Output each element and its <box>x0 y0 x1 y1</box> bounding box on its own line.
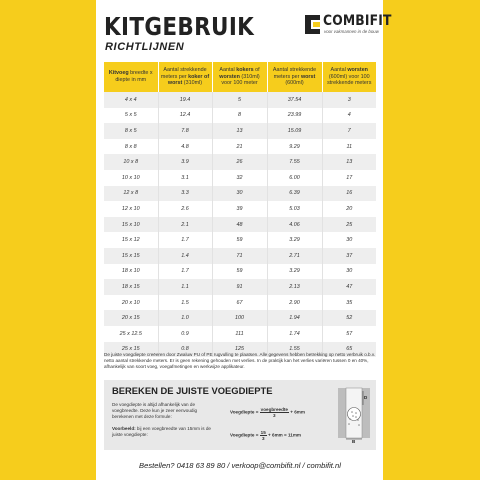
table-row <box>104 201 376 217</box>
table-cell: 1.4 <box>158 248 212 264</box>
table-header-1 <box>104 62 158 92</box>
table-cell: 15.09 <box>267 123 322 139</box>
table-cell: 37.54 <box>267 92 322 108</box>
table-cell: 47 <box>322 279 376 295</box>
brand-tagline: voor vakmannen in de bouw <box>324 29 379 34</box>
header-text: Aantal <box>330 67 348 74</box>
table-header-5 <box>322 62 376 92</box>
table-cell: 5 x 5 <box>104 108 158 124</box>
header-text: Aantal strekkende meters per <box>272 67 317 80</box>
table-cell: 3.29 <box>267 232 322 248</box>
table-cell: 21 <box>212 139 267 155</box>
example-label: Voorbeeld: <box>112 426 136 431</box>
example-numerator: 15 <box>260 430 266 435</box>
table-cell: 8 x 5 <box>104 123 158 139</box>
table-row <box>104 295 376 311</box>
table-cell: 6.00 <box>267 170 322 186</box>
table-cell: 30 <box>322 232 376 248</box>
table-cell: 20 <box>322 201 376 217</box>
table-cell: 1.7 <box>158 264 212 280</box>
table-row <box>104 186 376 202</box>
table-row <box>104 123 376 139</box>
table-cell: 52 <box>322 310 376 326</box>
table-cell: 30 <box>212 186 267 202</box>
table-header-row <box>104 62 376 92</box>
table-cell: 8 x 8 <box>104 139 158 155</box>
table-cell: 67 <box>212 295 267 311</box>
header-text: worst <box>300 73 316 80</box>
table-cell: 26 <box>212 154 267 170</box>
table-row <box>104 248 376 264</box>
table-cell: 1.55 <box>267 342 322 358</box>
table-cell: 125 <box>212 342 267 358</box>
table-cell: 18 x 10 <box>104 264 158 280</box>
formula-tail: + 6mm <box>288 409 305 415</box>
header-text: (310ml) voor 100 meter <box>221 73 260 87</box>
table-cell: 2.6 <box>158 201 212 217</box>
table-cell: 35 <box>322 295 376 311</box>
header-text: of <box>253 67 260 74</box>
table-cell: 4.8 <box>158 139 212 155</box>
table-cell: 7.8 <box>158 123 212 139</box>
example-fraction <box>260 430 267 441</box>
table-row <box>104 264 376 280</box>
brand-name: COMBIFIT <box>323 13 392 29</box>
table-row <box>104 170 376 186</box>
table-cell: 100 <box>212 310 267 326</box>
table-cell: 8 <box>212 108 267 124</box>
table-cell: 9.29 <box>267 139 322 155</box>
example-formula-tail: + 6mm = 11mm <box>266 432 302 438</box>
formula-numerator: voegbreedte <box>260 407 288 412</box>
table-cell: 59 <box>212 232 267 248</box>
table-cell: 91 <box>212 279 267 295</box>
calc-description <box>112 402 214 438</box>
table-row <box>104 279 376 295</box>
table-cell: 19.4 <box>158 92 212 108</box>
table-cell: 1.94 <box>267 310 322 326</box>
table-cell: 3.1 <box>158 170 212 186</box>
header-text: worsten <box>347 67 368 74</box>
table-cell: 5.03 <box>267 201 322 217</box>
table-cell: 4 x 4 <box>104 92 158 108</box>
page-title: KITGEBRUIK <box>104 12 255 41</box>
table-cell: 6.39 <box>267 186 322 202</box>
table-cell: 12.4 <box>158 108 212 124</box>
table-body <box>104 92 376 357</box>
table-cell: 32 <box>212 170 267 186</box>
formula-general <box>230 407 305 418</box>
header-text: worsten <box>219 73 240 80</box>
table-cell: 0.9 <box>158 326 212 342</box>
header-text: Aantal strekkende meters per <box>160 67 207 80</box>
footer-contact: Bestellen? 0418 63 89 80 / verkoop@combifit.nl / combifit.nl <box>139 461 341 470</box>
table-cell: 37 <box>322 248 376 264</box>
header-text: (600ml) voor 100 strekkende meters <box>327 73 372 87</box>
example-denominator: 3 <box>261 436 265 441</box>
header-text: (310ml) <box>182 80 203 87</box>
table-cell: 1.7 <box>158 232 212 248</box>
table-cell: 11 <box>322 139 376 155</box>
diagram-depth-label: D <box>364 395 368 400</box>
table-cell: 13 <box>212 123 267 139</box>
table-cell: 10 x 10 <box>104 170 158 186</box>
table-cell: 1.74 <box>267 326 322 342</box>
table-cell: 2.90 <box>267 295 322 311</box>
table-cell: 65 <box>322 342 376 358</box>
usage-note: De juiste voegdiepte creëeren door Zwaluw PU of PE rugvulling te plaatsen. Alle gegevens hebben betrekking op netto verbruik o.b.v. netto aantal strekkende meters. Er is geen rekening gehouden met verlies. In de praktijk kan het verlies variëren tussen 0 en 40%, afhankelijk van soort voeg, voegafmetingen en werkwijze applikateur. <box>104 352 376 369</box>
table-cell: 5 <box>212 92 267 108</box>
left-yellow-band <box>0 0 96 480</box>
table-cell: 30 <box>322 264 376 280</box>
table-header-4 <box>267 62 322 92</box>
table-cell: 2.13 <box>267 279 322 295</box>
table-cell: 2.1 <box>158 217 212 233</box>
combifit-logo-icon <box>305 15 320 34</box>
table-cell: 13 <box>322 154 376 170</box>
table-cell: 20 x 10 <box>104 295 158 311</box>
header-text: (600ml) <box>285 80 304 87</box>
header-text: Aantal <box>219 67 237 74</box>
table-cell: 57 <box>322 326 376 342</box>
formula-example <box>230 430 301 441</box>
header-text: Kitvoeg <box>108 70 129 77</box>
table-cell: 3.29 <box>267 264 322 280</box>
table-cell: 15 x 15 <box>104 248 158 264</box>
formula-denominator: 3 <box>273 413 276 418</box>
table-cell: 59 <box>212 264 267 280</box>
table-cell: 12 x 10 <box>104 201 158 217</box>
table-cell: 17 <box>322 170 376 186</box>
table-cell: 1.5 <box>158 295 212 311</box>
table-header-3 <box>212 62 267 92</box>
table-row <box>104 154 376 170</box>
table-cell: 7.55 <box>267 154 322 170</box>
header-text: koker of worst <box>167 73 210 87</box>
table-cell: 111 <box>212 326 267 342</box>
table-row <box>104 232 376 248</box>
page-subtitle: RICHTLIJNEN <box>105 41 185 53</box>
table-cell: 25 x 12.5 <box>104 326 158 342</box>
table-cell: 71 <box>212 248 267 264</box>
table-cell: 3.9 <box>158 154 212 170</box>
table-cell: 39 <box>212 201 267 217</box>
table-row <box>104 92 376 108</box>
table-cell: 3.3 <box>158 186 212 202</box>
table-cell: 48 <box>212 217 267 233</box>
table-header-2 <box>158 62 212 92</box>
table-cell: 15 x 10 <box>104 217 158 233</box>
table-row <box>104 217 376 233</box>
table-cell: 4.06 <box>267 217 322 233</box>
table-cell: 10 x 8 <box>104 154 158 170</box>
table-cell: 7 <box>322 123 376 139</box>
diagram-width-label: B <box>352 439 356 443</box>
formula-label: Voegdiepte = <box>230 409 260 415</box>
right-yellow-band <box>383 0 480 480</box>
table-cell: 25 x 15 <box>104 342 158 358</box>
table-cell: 1.1 <box>158 279 212 295</box>
table-cell: 0.8 <box>158 342 212 358</box>
joint-diagram-icon <box>337 387 371 443</box>
table-row <box>104 139 376 155</box>
table-cell: 12 x 8 <box>104 186 158 202</box>
table-cell: 20 x 15 <box>104 310 158 326</box>
table-cell: 2.71 <box>267 248 322 264</box>
table-cell: 18 x 15 <box>104 279 158 295</box>
table-cell: 16 <box>322 186 376 202</box>
calculation-panel <box>104 380 376 450</box>
calc-title: BEREKEN DE JUISTE VOEGDIEPTE <box>112 385 273 396</box>
table-cell: 15 x 12 <box>104 232 158 248</box>
example-text: bij een voegbreedte van 15mm is de juiste voegdiepte: <box>112 426 211 437</box>
sealant-usage-table <box>104 62 376 357</box>
table-cell: 25 <box>322 217 376 233</box>
calc-text: De voegdiepte is altijd afhankelijk van de voegbreedte. Deze kun je zeer eenvoudig berekenen met deze formule: <box>112 402 198 419</box>
table-cell: 1.0 <box>158 310 212 326</box>
table-row <box>104 310 376 326</box>
table-row <box>104 326 376 342</box>
header-text: kokers <box>236 67 254 74</box>
header-text: breedte x diepte in mm <box>115 70 153 83</box>
table-row <box>104 108 376 124</box>
table-cell: 4 <box>322 108 376 124</box>
table-cell: 23.99 <box>267 108 322 124</box>
formula-fraction <box>260 407 289 418</box>
example-formula-label: Voegdiepte = <box>230 432 260 438</box>
table-cell: 3 <box>322 92 376 108</box>
